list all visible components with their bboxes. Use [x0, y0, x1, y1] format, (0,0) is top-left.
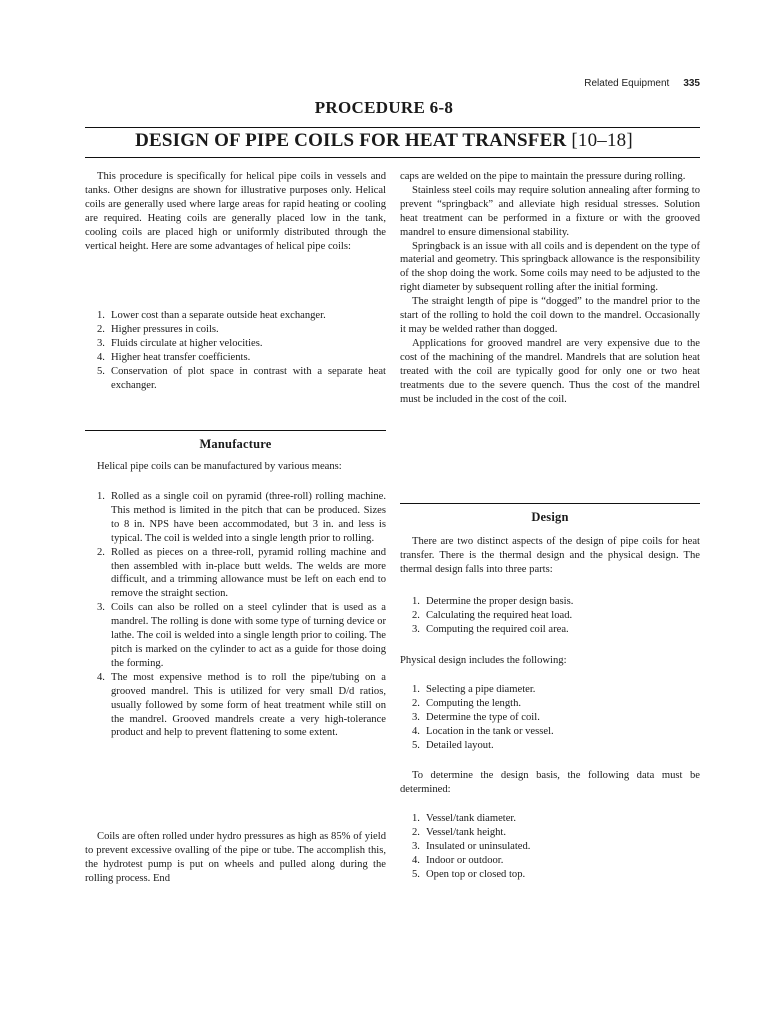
physical-design-list — [400, 683, 700, 753]
list-item: 4. Location in the tank or vessel. — [412, 725, 554, 737]
running-head — [480, 78, 700, 89]
list-item: 3. Determine the type of coil. — [412, 711, 540, 723]
page-number: 335 — [683, 78, 700, 89]
list-item: 2. Calculating the required heat load. — [412, 609, 573, 621]
design-basis-intro: To determine the design basis, the following data must be determined: — [400, 770, 700, 795]
manufacture-intro: Helical pipe coils can be manufactured by various means: — [97, 461, 342, 472]
right-column-text: caps are welded on the pipe to maintain the pressure during rolling. Stainless steel coils may require solution annealing after forming to prevent “springback” and alleviate high residual stresses. Solution heat treatment can be performed in a fixture or with the grooved mandrel to ensure dimensional stability. Springback is an issue with all coils and is dependent on the type of material and geometry. This springback allowance is the responsibility of the shop doing the work. Some coils may need to be adjusted to the right diameter by subsequent rolling after the initial forming. The straight length of pipe is “dogged” to the mandrel prior to the start of the rolling to hold the coil down to the mandrel. Occasionally it may be welded rather than dogged. Applications for grooved mandrel are very expensive due to the cost of the machining of the mandrel. Mandrels that are solution heat treated with the coil are typically good for only one or two heat treatments due to the severe quench. Thus the cost of the mandrel must be included in the cost of the coil. — [400, 171, 700, 405]
procedure-number: PROCEDURE 6-8 — [314, 98, 454, 117]
list-item: 3. Computing the required coil area. — [412, 623, 569, 635]
manufacture-methods-list — [85, 490, 386, 740]
closing-paragraph: Coils are often rolled under hydro pressures as high as 85% of yield to prevent excessive ovalling of the pipe or tube. The accomplish this, the hydrotest pump is put on wheels and pulled along during the rolling process. End — [85, 831, 386, 884]
list-item: 1. Vessel/tank diameter. — [412, 813, 517, 824]
design-basis-list — [400, 812, 700, 882]
list-item: 5. Conservation of plot space in contrast with a separate heat exchanger. — [97, 365, 386, 391]
list-item: 2. Rolled as pieces on a three-roll, pyramid rolling machine and then assembled with in-place butt welds. The welds are more difficult, and a trimming allowance must be left on each end to remove the straight section. — [97, 546, 386, 600]
manufacture-heading: Manufacture — [85, 430, 386, 457]
list-item: 5. Open top or closed top. — [412, 868, 526, 880]
list-item: 2. Computing the length. — [412, 697, 522, 709]
list-item: 2. Vessel/tank height. — [412, 826, 507, 838]
physical-design-intro: Physical design includes the following: — [400, 655, 567, 666]
list-item: 1. Selecting a pipe diameter. — [412, 684, 536, 695]
page-title — [0, 130, 768, 152]
list-item: 1. Lower cost than a separate outside heat exchanger. — [97, 310, 326, 321]
page-title-main: DESIGN OF PIPE COILS FOR HEAT TRANSFER — [135, 130, 567, 151]
list-item: 4. Higher heat transfer coefficients. — [97, 351, 251, 363]
thermal-design-list — [400, 595, 700, 637]
list-item: 3. Fluids circulate at higher velocities. — [97, 337, 263, 349]
list-item: 3. Insulated or uninsulated. — [412, 840, 531, 852]
advantages-list — [85, 309, 386, 392]
list-item: 5. Detailed layout. — [412, 739, 494, 751]
list-item: 4. Indoor or outdoor. — [412, 854, 504, 866]
running-head-section: Related Equipment — [584, 78, 670, 89]
page-title-reference: [10–18] — [571, 130, 633, 151]
design-intro: There are two distinct aspects of the design of pipe coils for heat transfer. There is the thermal design and the physical design. The thermal design falls into three parts: — [400, 536, 700, 575]
title-rule-bottom — [85, 157, 700, 158]
list-item: 1. Rolled as a single coil on pyramid (three-roll) rolling machine. This method is limited in the pitch that can be produced. Sizes to 8 in. NPS have been accommodated, but 3 in. and less is typical. The coil is welded into a single length prior to rolling. — [97, 491, 386, 544]
title-rule-top — [85, 127, 700, 128]
list-item: 2. Higher pressures in coils. — [97, 323, 219, 335]
intro-paragraph: This procedure is specifically for helical pipe coils in vessels and tanks. Other designs are shown for illustrative purposes only. Helical coils are generally used where large areas for rapid heating or cooling are required. Heating coils are generally placed low in the tank, cooling coils are placed high or uniformly distributed through the vertical height. Here are some advantages of helical pipe coils: — [85, 171, 386, 252]
list-item: 4. The most expensive method is to roll the pipe/tubing on a grooved mandrel. This is utilized for very small D/d ratios, usually followed by some form of heat treatment while still on the mandrel. Grooved mandrels create a very high-tolerance product and help to prevent flattening to some extent. — [97, 671, 386, 739]
design-heading: Design — [400, 503, 700, 530]
list-item: 3. Coils can also be rolled on a steel cylinder that is used as a mandrel. The rolling is done with some type of turning device or lathe. The coil is welded into a single length prior to coiling. The pitch is marked on the cylinder to act as a guide for those doing the forming. — [97, 602, 386, 669]
list-item: 1. Determine the proper design basis. — [412, 596, 574, 607]
